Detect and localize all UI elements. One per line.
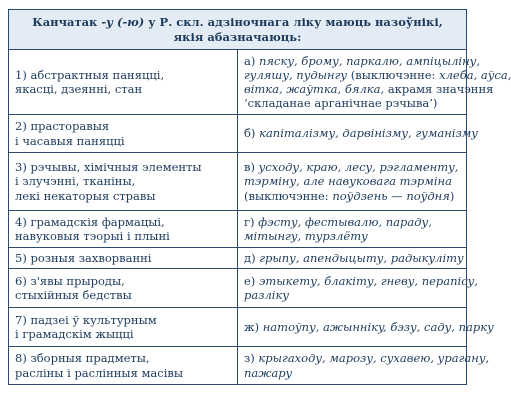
example-note: ) (449, 188, 455, 203)
example-words: капіталізму, дарвінізму, гуманізму (259, 126, 478, 141)
table-row (9, 347, 467, 385)
table-row (9, 211, 467, 248)
examples-line (244, 189, 460, 203)
example-words: грыпу, апендыцыту, радыкуліту (259, 250, 464, 265)
examples-cell (238, 308, 494, 347)
category-line: якасці, дзеянні, стан (15, 82, 143, 96)
category-line: 1) абстрактныя паняцці, (15, 67, 165, 82)
example-words: хлеба, аўса, (439, 67, 511, 82)
examples-line (244, 250, 464, 265)
example-words: фэсту, фестывалю, параду, (258, 214, 432, 229)
category-cell (9, 211, 238, 248)
category-line: і часавыя паняцці (15, 133, 125, 148)
table-row (9, 50, 467, 115)
category-line: стыхійныя бедствы (15, 288, 132, 302)
example-note: (выключэнне: (244, 188, 333, 203)
example-note: в) (244, 160, 259, 175)
examples-line (244, 174, 460, 188)
category-line: і грамадскім жыцці (15, 327, 134, 341)
examples-cell (238, 269, 479, 308)
category-line: і злучэнні, тканіны, (15, 174, 136, 189)
example-note: е) (244, 273, 259, 288)
example-note: а) (244, 53, 259, 68)
table-header-row (9, 10, 467, 50)
examples-cell (238, 153, 467, 211)
table-row (9, 115, 467, 153)
example-note: г) (244, 214, 259, 229)
header-line1-post: у Р. скл. адзіночнага ліку маюць назоўнікі, (144, 15, 443, 30)
category-line: 7) падзеі ў культурным (15, 312, 157, 327)
example-words: усходу, краю, лесу, рэгламенту, (258, 160, 459, 175)
grammar-table (8, 9, 511, 385)
examples-line (244, 96, 460, 110)
category-cell (9, 50, 238, 115)
examples-line (244, 126, 478, 141)
example-words: мітынгу, турзлёту (244, 229, 368, 243)
examples-line (244, 351, 490, 366)
examples-line (244, 53, 481, 68)
table-row (9, 308, 467, 347)
examples-line (244, 160, 460, 174)
example-words: крыгаходу, марозу, сухавею, урагану, (258, 351, 490, 366)
table-row (9, 248, 467, 269)
example-note: (выключэнне: (347, 67, 440, 82)
header-line-1 (15, 15, 460, 29)
category-line: 8) зборныя прадметы, (15, 351, 150, 366)
category-line: расліны і раслінныя масівы (15, 365, 184, 380)
header-line-2: якія абазначаюць: (173, 29, 302, 44)
example-words: натоўпу, ажыннікy, бэзу, саду, парку (262, 319, 494, 334)
category-cell (9, 269, 238, 308)
examples-line (244, 366, 460, 380)
table-row (9, 269, 467, 308)
category-line: навуковыя тэорыі і плыні (15, 229, 170, 243)
category-cell (9, 248, 238, 269)
header-line1-pre: Канчатак (32, 15, 102, 30)
example-words: тэрміну, але навуковага тэрміна (244, 174, 452, 189)
category-line: 6) з'явы прыроды, (15, 273, 125, 288)
category-cell (9, 347, 238, 385)
category-line: 4) грамадскія фармацыі, (15, 214, 165, 229)
examples-cell (238, 347, 490, 385)
category-line: 2) прасторавыя (15, 119, 110, 134)
examples-line (244, 215, 460, 229)
example-note: ‘складанае арганічнае рэчыва’) (244, 96, 438, 111)
example-note: д) (244, 250, 260, 265)
examples-cell (238, 211, 467, 248)
examples-cell (238, 248, 467, 269)
examples-line (244, 319, 494, 334)
table-header (9, 10, 467, 50)
example-note: з) (244, 351, 259, 366)
table-body (9, 50, 511, 385)
category-line: лекі некаторыя стравы (15, 188, 156, 203)
category-line: 3) рэчывы, хімічныя элементы (15, 160, 202, 175)
example-note: акрамя значэння (384, 82, 494, 96)
examples-cell (238, 50, 511, 115)
examples-line (244, 229, 460, 243)
example-words: этыкету, блакіту, гневу, перапісу, (258, 273, 479, 288)
examples-line (244, 82, 494, 96)
example-note: б) (244, 126, 260, 141)
examples-cell (238, 115, 478, 153)
example-words: разліку (244, 288, 290, 302)
examples-line (244, 67, 511, 82)
category-cell (9, 153, 238, 211)
header-ending: -у (-ю) (101, 15, 145, 30)
table-row (9, 153, 467, 211)
example-words: пяску, брому, паркалю, ампіцыліну, (259, 53, 481, 68)
example-words: поўдзень — поўдня (332, 188, 450, 203)
example-words: пажару (244, 365, 293, 380)
category-cell (9, 115, 238, 153)
example-words: гуляшу, пудынгу (244, 67, 348, 82)
example-note: ж) (244, 319, 263, 334)
examples-line (244, 273, 479, 288)
examples-line (244, 288, 460, 302)
category-cell (9, 308, 238, 347)
category-line: 5) розныя захворванні (15, 250, 152, 265)
example-words: вітка, жаўтка, бялка, (244, 82, 385, 96)
